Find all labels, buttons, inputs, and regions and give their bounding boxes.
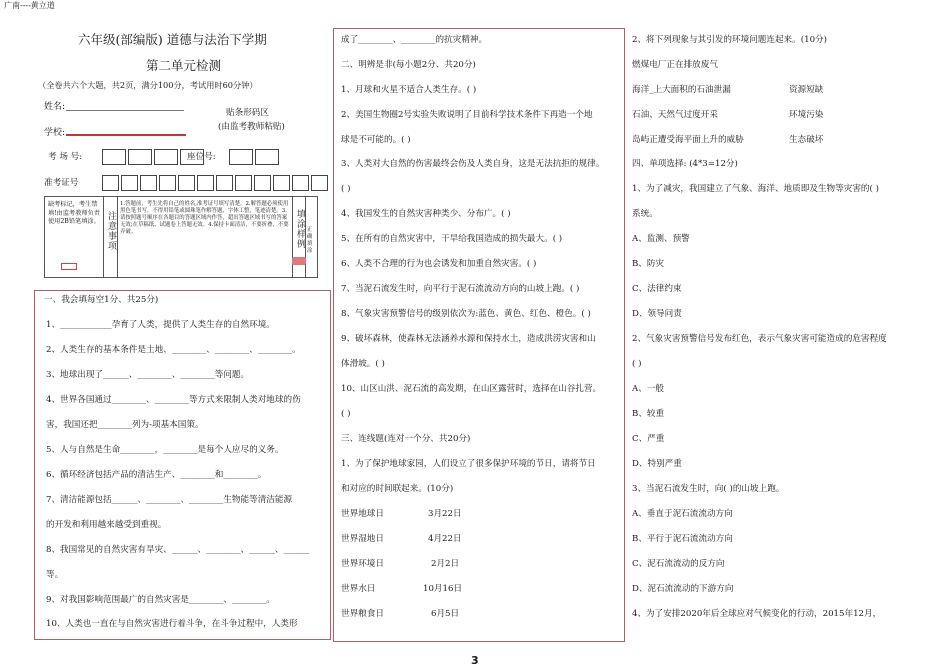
name-label: 姓名: (44, 102, 66, 112)
s1-question-8a: 8、我国常见的自然灾害有旱灾、______、________、______、______ (46, 545, 310, 555)
festival-name[interactable]: 世界粮食日 (341, 609, 384, 619)
s4-question-2b: ( ) (632, 359, 642, 369)
s2-question-6: 6、人类不合理的行为也会诱发和加重自然灾害。( ) (341, 259, 537, 269)
seat-boxes[interactable] (229, 149, 281, 169)
s4-q1-option-c[interactable]: C、法律约束 (632, 284, 682, 294)
s1-question-10: 10、人类也一直在与自然灾害进行着斗争，在斗争过程中，人类形 (46, 619, 298, 629)
s4-q1-option-a[interactable]: A、监测、预警 (632, 234, 690, 244)
s4-question-1a: 1、为了减灾，我国建立了气象、海洋、地质即及生物等灾害的( ) (632, 184, 879, 194)
page-number: 3 (471, 654, 479, 667)
absence-mark-text: 缺考标记，考生禁填!由监考教师负责使用2B铅笔填涂。 (48, 201, 100, 225)
festival-name[interactable]: 世界湿地日 (341, 534, 384, 544)
match-left[interactable]: 燃煤电厂正在排放废气 (632, 60, 718, 70)
match-left[interactable]: 石油、天然气过度开采 (632, 110, 718, 120)
s4-q2-option-d[interactable]: D、特别严重 (632, 459, 682, 469)
s4-q3-option-a[interactable]: A、垂直于泥石流流动方向 (632, 509, 733, 519)
festival-date[interactable]: 6月5日 (431, 609, 460, 619)
barcode-area-note: (由监考教师粘贴) (218, 122, 285, 132)
exam-note: （全卷共六个大题，共2页，满分100分，考试用时60分钟） (38, 80, 258, 90)
exam-room-label: 考 场 号: (48, 152, 83, 162)
festival-date[interactable]: 4月22日 (428, 534, 462, 544)
s1-question-8b: 等。 (46, 570, 64, 580)
exam-title: 六年级(部编版) 道德与法治下学期 (78, 32, 267, 47)
s3-question-2: 2、将下列现象与其引发的环境问题连起来。(10分) (632, 35, 827, 45)
seat-label: 座位号: (187, 152, 216, 162)
festival-name[interactable]: 世界水日 (341, 584, 376, 594)
s1-question-4b: 害，我国还把________列为-项基本国策。 (46, 420, 204, 430)
correct-fill-label: 正确填涂 (307, 227, 313, 254)
s3-question-1a: 1、为了保护地球家园，人们设立了很多保护环境的节日，请将节日 (341, 459, 596, 469)
notice-box (44, 196, 318, 278)
barcode-area-label: 贴条形码区 (226, 108, 269, 118)
s4-question-2a: 2、气象灾害预警信号发布红色，表示气象灾害可能造成的危害程度 (632, 334, 887, 344)
s1-question-3: 3、地球出现了______、________、________等问题。 (46, 370, 250, 380)
festival-name[interactable]: 世界环境日 (341, 559, 384, 569)
s1-question-5: 5、人与自然是生命________，________是每个人应尽的义务。 (46, 445, 284, 455)
s4-q3-option-b[interactable]: B、平行于泥石流流动方向 (632, 534, 733, 544)
festival-name[interactable]: 世界地球日 (341, 509, 384, 519)
s1-question-7a: 7、清洁能源包括______、________、________生物能等清洁能源 (46, 495, 293, 505)
s2-question-7: 7、当泥石流发生时，向平行于泥石流流动方向的山坡上跑。( ) (341, 284, 580, 294)
section3-heading: 三、连线题(连对一个分、共20分) (341, 434, 471, 444)
s1-question-2: 2、人类生存的基本条件是土地、________、________、________。 (46, 345, 301, 355)
fill-sample-heading: 填涂样例 (295, 209, 305, 249)
section4-heading: 四、单项选择: (4*3=12分) (632, 159, 738, 169)
s1-question-10-cont: 成了________、________的抗灾精神。 (341, 35, 488, 45)
s2-question-4: 4、我国发生的自然灾害种类少、分布广。( ) (341, 209, 511, 219)
s4-q2-option-b[interactable]: B、较重 (632, 409, 665, 419)
header-author: 广南----黄立道 (4, 1, 55, 10)
s3-question-1b: 和对应的时间联起来。(10分) (341, 484, 454, 494)
festival-date[interactable]: 10月16日 (423, 584, 463, 594)
s4-question-1b: 系统。 (632, 209, 658, 219)
school-field[interactable] (66, 134, 186, 136)
s1-question-1: 1、____________孕育了人类，提供了人类生存的自然环境。 (46, 320, 275, 330)
s2-question-10b: ( ) (341, 409, 351, 419)
s1-question-6: 6、循环经济包括产品的清洁生产、________和________。 (46, 470, 267, 480)
s2-question-5: 5、在所有的自然灾害中，干旱给我国造成的损失最大。( ) (341, 234, 563, 244)
s4-question-3: 3、当泥石流发生时，向( )的山坡上跑。 (632, 484, 785, 494)
s4-q2-option-a[interactable]: A、一般 (632, 384, 664, 394)
s4-q2-option-c[interactable]: C、严重 (632, 434, 665, 444)
match-right[interactable]: 生态破坏 (789, 135, 824, 145)
correct-fill-sample (292, 257, 306, 265)
s2-question-9b: 体滑坡。( ) (341, 359, 385, 369)
s2-question-8: 8、气象灾害预警信号的级别依次为:蓝色、黄色、红色、橙色。( ) (341, 309, 591, 319)
section1-heading: 一、我会填每空1分、共25分) (44, 295, 159, 305)
absence-mark-box[interactable] (61, 263, 77, 270)
s2-question-2b: 球是不可能的。( ) (341, 135, 411, 145)
name-field[interactable] (66, 110, 184, 111)
s2-question-9a: 9、破坏森林，使森林无法涵养水源和保持水土，造成洪涝灾害和山 (341, 334, 596, 344)
school-label: 学校: (44, 128, 66, 138)
s4-q3-option-d[interactable]: D、泥石流流动的下游方向 (632, 584, 734, 594)
s4-question-4: 4、为了安排2020年后全球应对气候变化的行动，2015年12月， (632, 609, 882, 619)
s2-question-10a: 10、山区山洪、泥石流的高发期，在山区露营时，选择在山谷扎营。 (341, 384, 602, 394)
notice-items: 1.答题前，考生先将自己的姓名,准考证号填写清楚。2.解答题必须使用黑色笔书写，不得用铅笔或圆珠笔作解答题，字体工整，笔迹清楚。3.请按照题号顺序在各题目的答题区域内作答，超出答题区域书写的答案无效;在草稿纸、试题卷上答题无效。4.保持卡面清洁，不要折叠，不要弄破。 (120, 201, 289, 235)
s2-question-3b: ( ) (341, 184, 351, 194)
s1-question-7b: 的开发和利用越来越受到重视。 (46, 520, 167, 530)
exam-number-boxes[interactable] (102, 175, 330, 195)
match-left[interactable]: 岛屿正遭受海平面上升的威胁 (632, 135, 744, 145)
s2-question-2a: 2、美国生物圈2号实验失败说明了目前科学技术条件下再造一个地 (341, 110, 593, 120)
exam-subtitle: 第二单元检测 (146, 58, 222, 73)
match-right[interactable]: 资源短缺 (789, 85, 824, 95)
s2-question-3a: 3、人类对大自然的伤害最终会伤及人类自身，这是无法抗拒的规律。 (341, 159, 605, 169)
festival-date[interactable]: 2月2日 (431, 559, 460, 569)
section1-box (34, 290, 331, 640)
s2-question-1: 1、月球和火星不适合人类生存。( ) (341, 85, 477, 95)
s4-q1-option-d[interactable]: D、领导问责 (632, 309, 682, 319)
festival-date[interactable]: 3月22日 (428, 509, 462, 519)
s4-q3-option-c[interactable]: C、泥石流流动的反方向 (632, 559, 725, 569)
exam-number-label: 准考证号 (44, 178, 79, 188)
s1-question-9: 9、对我国影响范围最广的自然灾害是________、________。 (46, 595, 275, 605)
s1-question-4a: 4、世界各国通过________、________等方式来限制人类对地球的伤 (46, 395, 301, 405)
section2-heading: 二、明辨是非(每小题2分、共20分) (341, 60, 476, 70)
s4-q1-option-b[interactable]: B、防灾 (632, 259, 665, 269)
match-right[interactable]: 环境污染 (789, 110, 824, 120)
notice-heading: 注意事项 (106, 211, 116, 251)
match-left[interactable]: 海洋_上大面积的石油泄漏 (632, 85, 731, 95)
